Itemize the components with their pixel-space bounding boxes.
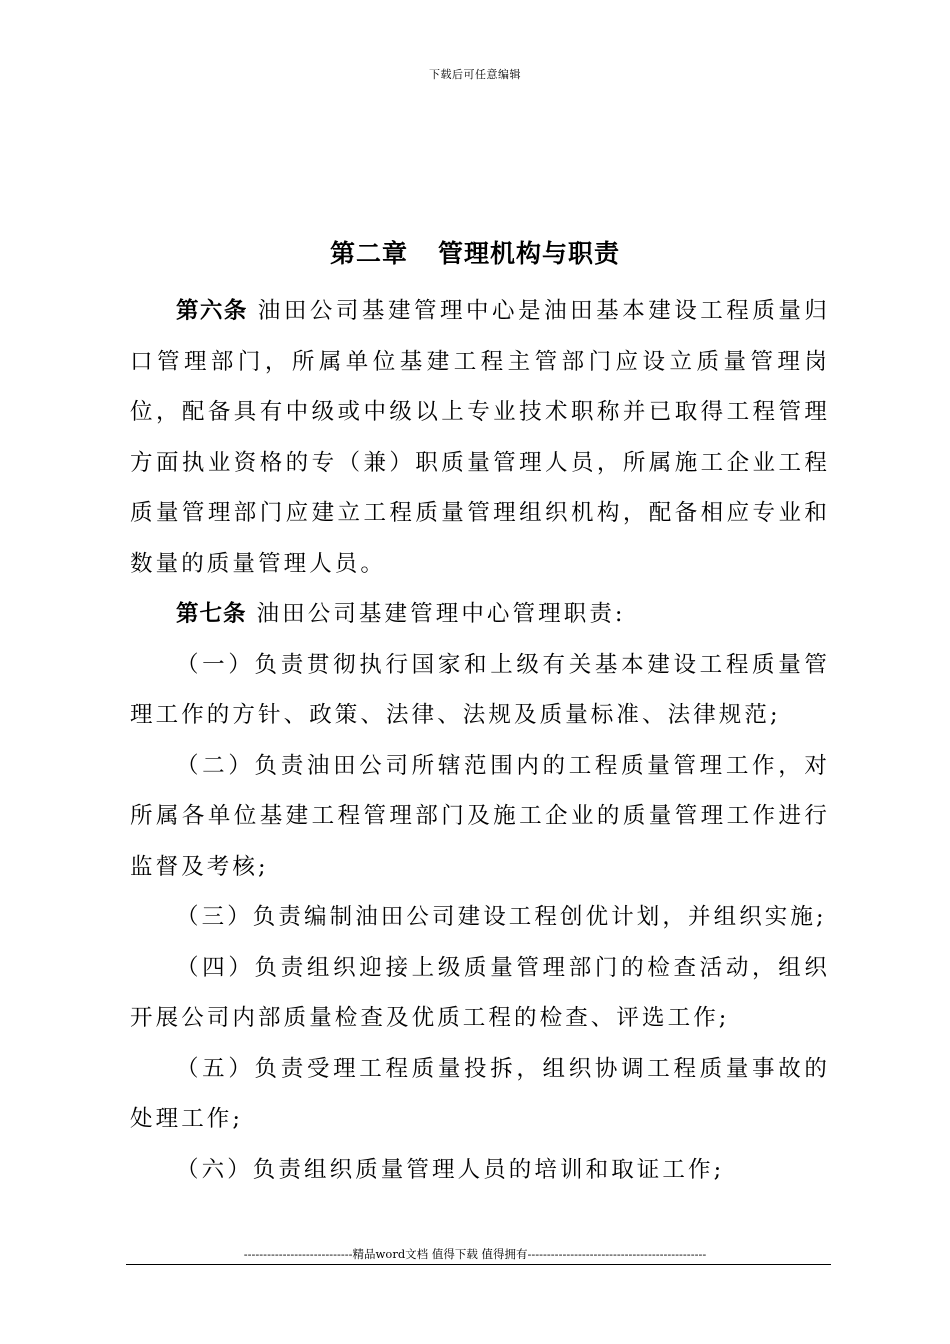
duty-item: （四）负责组织迎接上级质量管理部门的检查活动，组织开展公司内部质量检查及优质工程的检查、评选工作; bbox=[130, 954, 830, 1031]
article-text: 油田公司基建管理中心是油田基本建设工程质量归口管理部门，所属单位基建工程主管部门应设立质量管理岗位，配备具有中级或中级以上专业技术职称并已取得工程管理方面执业资格的专（兼）职质量管理人员，所属施工企业工程质量管理部门应建立工程质量管理组织机构，配备相应专业和数量的质量管理人员。 bbox=[130, 298, 830, 577]
footer-divider bbox=[126, 1264, 831, 1265]
article-label: 第七条 bbox=[176, 601, 247, 627]
article-label: 第六条 bbox=[176, 298, 248, 324]
chapter-number: 第二章 bbox=[329, 239, 408, 268]
document-body bbox=[130, 286, 830, 1195]
duty-item: （三）负责编制油田公司建设工程创优计划，并组织实施; bbox=[176, 904, 827, 930]
article-text: 油田公司基建管理中心管理职责: bbox=[256, 601, 626, 627]
duty-item: （六）负责组织质量管理人员的培训和取证工作; bbox=[176, 1156, 725, 1183]
duty-item: （二）负责油田公司所辖范围内的工程质量管理工作，对所属各单位基建工程管理部门及施工企业的质量管理工作进行监督及考核; bbox=[130, 752, 830, 880]
duty-item: （一）负责贯彻执行国家和上级有关基本建设工程质量管理工作的方针、政策、法律、法规及质量标准、法律规范; bbox=[130, 651, 830, 728]
chapter-heading bbox=[0, 234, 950, 270]
chapter-title: 管理机构与职责 bbox=[438, 239, 621, 268]
page-footer-note: ----------------------------精品word文档 值得下载 值得拥有---------------------------------------------- bbox=[243, 1247, 707, 1261]
article-paragraph bbox=[130, 286, 830, 589]
page-header-note: 下载后可任意编辑 bbox=[429, 68, 521, 81]
duty-item: （五）负责受理工程质量投拆，组织协调工程质量事故的处理工作; bbox=[130, 1055, 830, 1132]
article-paragraph bbox=[130, 589, 830, 640]
